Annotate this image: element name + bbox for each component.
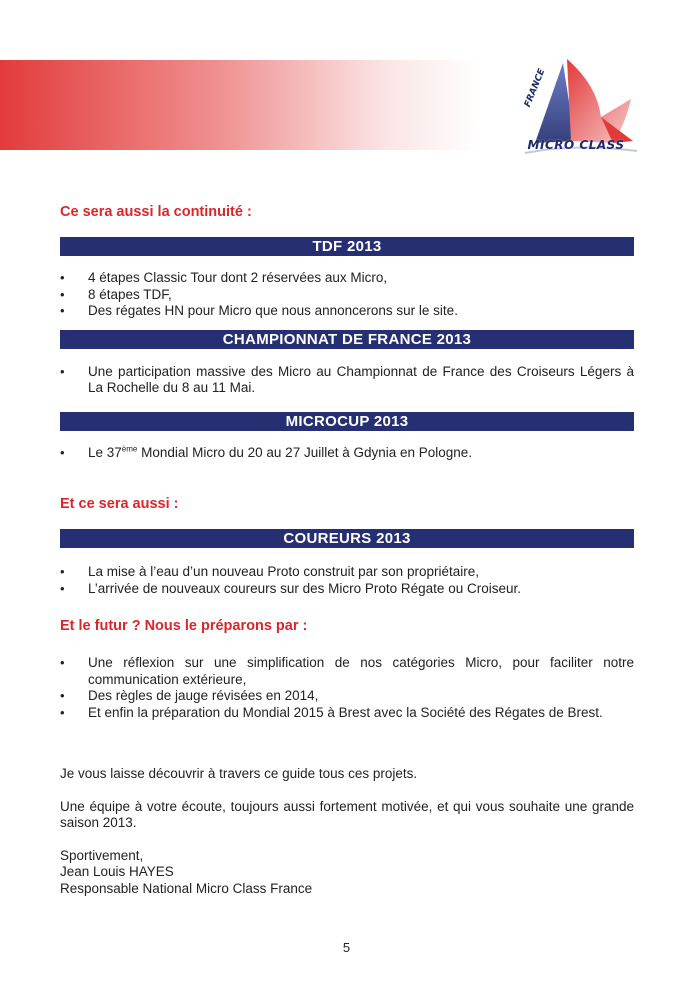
also-heading: Et ce sera aussi : <box>60 496 179 512</box>
list-item <box>60 445 634 462</box>
signoff: Sportivement, <box>60 847 144 863</box>
coureurs-section-bar: COUREURS 2013 <box>60 529 634 548</box>
closing-paragraph-2: Une équipe à votre écoute, toujours aussi fortement motivée, et qui vous souhaite une grande saison 2013. <box>60 798 634 830</box>
list-item: • Une participation massive des Micro au Championnat de France des Croiseurs Légers à La Rochelle du 8 au 11 Mai. <box>60 364 634 397</box>
tdf-section-bar: TDF 2013 <box>60 237 634 256</box>
microcup-item-superscript: ème <box>121 444 138 453</box>
microcup-item-suffix: Mondial Micro du 20 au 27 Juillet à Gdynia en Pologne. <box>137 444 473 460</box>
page-content <box>60 200 634 897</box>
page-number: 5 <box>342 940 351 955</box>
micro-class-logo <box>505 55 645 165</box>
logo-brand-text: MICRO CLASS <box>527 138 625 152</box>
championnat-list <box>60 364 634 397</box>
signatory-name: Jean Louis HAYES <box>60 864 174 879</box>
list-item: • 4 étapes Classic Tour dont 2 réservées aux Micro, <box>60 270 634 287</box>
header-gradient-band <box>0 60 480 150</box>
list-item: • Des règles de jauge révisées en 2014, <box>60 688 634 705</box>
closing-paragraph-1: Je vous laisse découvrir à travers ce guide tous ces projets. <box>60 766 418 781</box>
list-item: • La mise à l’eau d’un nouveau Proto construit par son propriétaire, <box>60 564 634 581</box>
championnat-section-bar: CHAMPIONNAT DE FRANCE 2013 <box>60 330 634 349</box>
logo-country-text: FRANCE <box>523 67 548 109</box>
coureurs-list <box>60 564 634 597</box>
list-item: • L’arrivée de nouveaux coureurs sur des Micro Proto Régate ou Croiseur. <box>60 581 634 598</box>
list-item: • Et enfin la préparation du Mondial 2015 à Brest avec la Société des Régates de Brest. <box>60 705 634 722</box>
signatory-role: Responsable National Micro Class France <box>60 880 313 896</box>
future-heading: Et le futur ? Nous le préparons par : <box>60 618 308 634</box>
future-list <box>60 655 634 721</box>
microcup-list <box>60 445 634 462</box>
list-item: • 8 étapes TDF, <box>60 287 634 304</box>
list-item: • Des régates HN pour Micro que nous annoncerons sur le site. <box>60 303 634 320</box>
microcup-item-prefix: Le 37 <box>88 444 122 460</box>
microcup-section-bar: MICROCUP 2013 <box>60 412 634 431</box>
tdf-list <box>60 270 634 320</box>
list-item: • Une réflexion sur une simplification de nos catégories Micro, pour faciliter notre communication extérieure, <box>60 655 634 688</box>
continuity-heading: Ce sera aussi la continuité : <box>60 204 252 220</box>
